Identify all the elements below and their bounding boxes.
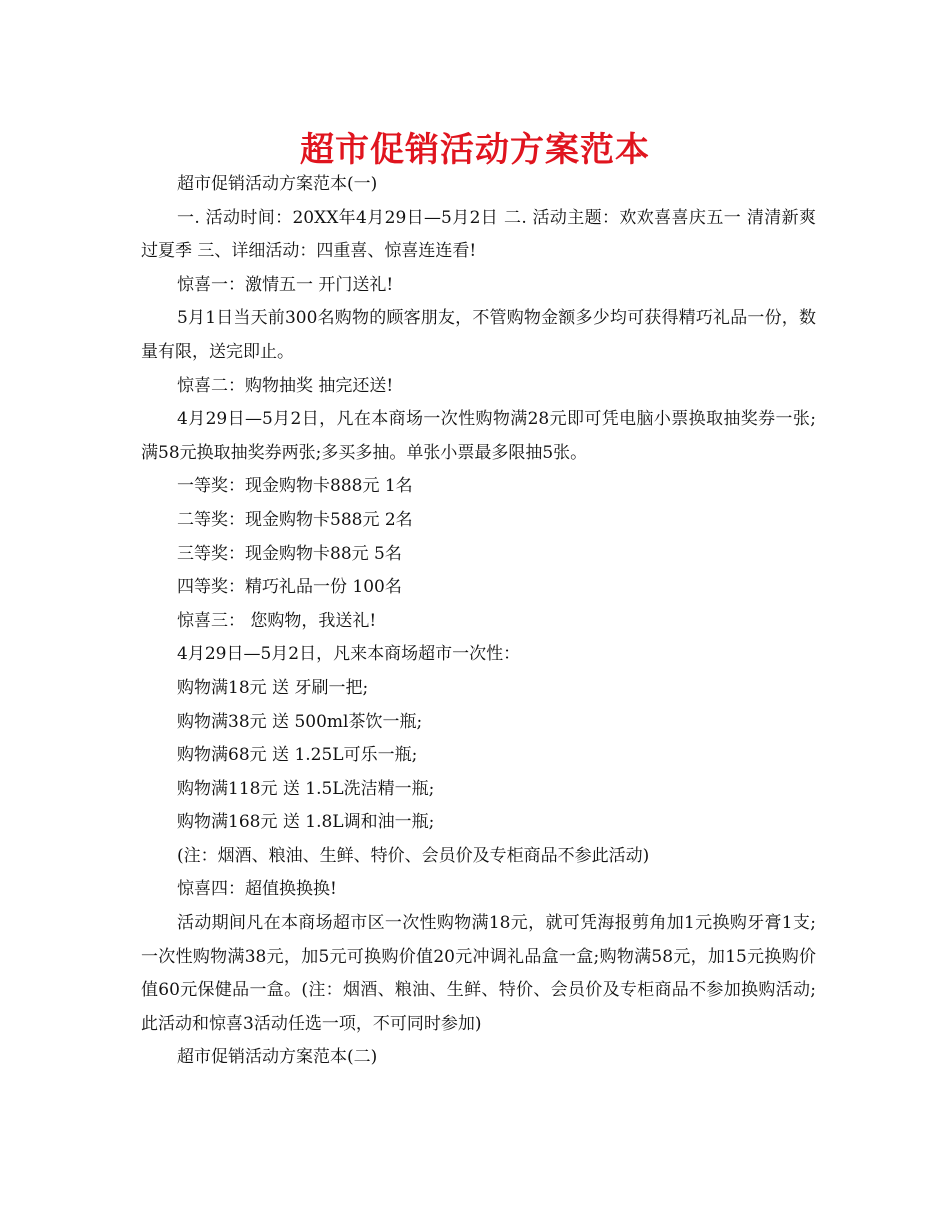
document-title: 超市促销活动方案范本 (300, 130, 650, 170)
paragraph-gift-tier-2: 购物满38元 送 500ml茶饮一瓶; (177, 711, 423, 732)
paragraph-prize-3: 三等奖：现金购物卡88元 5名 (177, 543, 402, 564)
paragraph-gift-tier-5: 购物满168元 送 1.8L调和油一瓶; (177, 812, 435, 833)
paragraph-prize-2: 二等奖：现金购物卡588元 2名 (177, 509, 413, 530)
paragraph-surprise-1-heading: 惊喜一：激情五一 开门送礼! (177, 274, 394, 295)
paragraph-surprise-4-detail: 活动期间凡在本商场超市区一次性购物满18元，就可凭海报剪角加1元换购牙膏1支;一次性购物满38元，加5元可换购价值20元冲调礼品盒一盒;购物满58元，加15元换购价值60元保健品一盒。(注：烟酒、粮油、生鲜、特价、会员价及专柜商品不参加换购活动;此活动和惊喜3活动任选一项，不可同时参加) (141, 913, 816, 1034)
paragraph-prize-1: 一等奖：现金购物卡888元 1名 (177, 476, 413, 497)
paragraph-section-heading-2: 超市促销活动方案范本(二) (177, 1047, 378, 1068)
paragraph-gift-note: (注：烟酒、粮油、生鲜、特价、会员价及专柜商品不参此活动) (177, 845, 650, 866)
paragraph-surprise-2-heading: 惊喜二：购物抽奖 抽完还送! (177, 375, 394, 396)
paragraph-gift-tier-1: 购物满18元 送 牙刷一把; (177, 677, 369, 698)
paragraph-gift-tier-3: 购物满68元 送 1.25L可乐一瓶; (177, 745, 418, 766)
paragraph-surprise-3-heading: 惊喜三： 您购物，我送礼! (177, 610, 377, 631)
paragraph-prize-4: 四等奖：精巧礼品一份 100名 (177, 577, 402, 598)
document-body (141, 168, 816, 1075)
paragraph-surprise-4-heading: 惊喜四：超值换换换! (177, 879, 337, 900)
paragraph-surprise-2-detail: 4月29日—5月2日，凡在本商场一次性购物满28元即可凭电脑小票换取抽奖券一张;满58元换取抽奖券两张;多买多抽。单张小票最多限抽5张。 (141, 409, 816, 463)
paragraph-surprise-3-intro: 4月29日—5月2日，凡来本商场超市一次性： (177, 644, 521, 665)
paragraph-activity-time-theme: 一. 活动时间：20XX年4月29日—5月2日 二. 活动主题：欢欢喜喜庆五一 清清新爽过夏季 三、详细活动：四重喜、惊喜连连看! (141, 207, 816, 262)
paragraph-surprise-1-detail: 5月1日当天前300名购物的顾客朋友，不管购物金额多少均可获得精巧礼品一份，数量有限，送完即止。 (141, 308, 816, 362)
paragraph-section-heading-1: 超市促销活动方案范本(一) (177, 174, 378, 194)
paragraph-gift-tier-4: 购物满118元 送 1.5L洗洁精一瓶; (177, 778, 435, 799)
